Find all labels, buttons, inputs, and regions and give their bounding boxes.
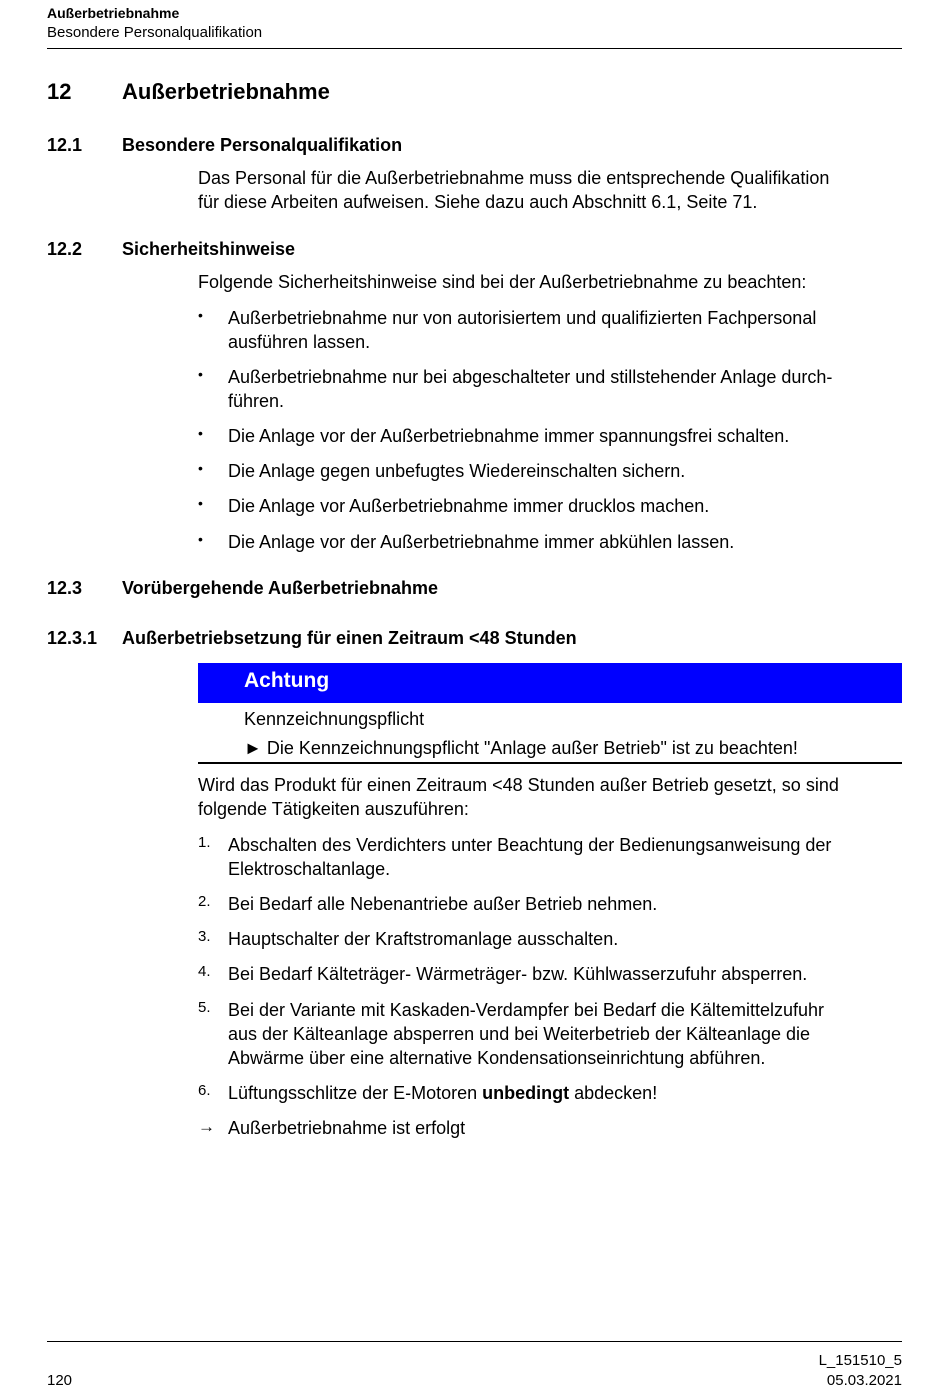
bullet-line: Außerbetriebnahme nur von autorisiertem und qualifizierten Fachpersonal xyxy=(228,308,817,328)
document-date: 05.03.2021 xyxy=(826,1372,902,1389)
notice-bottom-rule xyxy=(198,762,902,764)
section-12-1-paragraph xyxy=(198,166,902,214)
bullet-item xyxy=(198,459,902,483)
result-text: Außerbetriebnahme ist erfolgt xyxy=(228,1118,466,1138)
running-header-subtitle: Besondere Personalqualifikation xyxy=(47,24,263,41)
section-12-3-title: Vorübergehende Außerbetriebnahme xyxy=(122,578,439,598)
step-text: abdecken! xyxy=(569,1083,658,1103)
bullet-item xyxy=(198,424,902,448)
step-item xyxy=(198,1081,902,1105)
bullet-marker: • xyxy=(198,425,203,441)
running-header-title: Außerbetriebnahme xyxy=(47,5,180,21)
step-line: aus der Kälteanlage absperren und bei Weiterbetrieb der Kälteanlage die xyxy=(228,1024,811,1044)
section-12-3-1-title: Außerbetriebsetzung für einen Zeitraum <48 Stunden xyxy=(122,628,577,648)
bullet-marker: • xyxy=(198,307,203,323)
bullet-marker: • xyxy=(198,366,203,382)
bullet-item xyxy=(198,494,902,518)
step-line: Bei Bedarf Kälteträger- Wärmeträger- bzw. Kühlwasserzufuhr absperren. xyxy=(228,964,808,984)
page-number: 120 xyxy=(47,1372,73,1389)
bullet-item xyxy=(198,306,902,354)
step-emphasis: unbedingt xyxy=(482,1083,570,1103)
step-number: 2. xyxy=(198,893,211,910)
step-item xyxy=(198,927,902,951)
bullet-line: Die Anlage gegen unbefugtes Wiedereinschalten sichern. xyxy=(228,461,686,481)
paragraph-line: für diese Arbeiten aufweisen. Siehe dazu auch Abschnitt 6.1, Seite 71. xyxy=(198,192,758,212)
step-line: Elektroschaltanlage. xyxy=(228,859,391,879)
step-number: 1. xyxy=(198,834,211,851)
step-line: Abwärme über eine alternative Kondensationseinrichtung abführen. xyxy=(228,1048,766,1068)
paragraph-line: folgende Tätigkeiten auszuführen: xyxy=(198,799,469,819)
bullet-marker: • xyxy=(198,495,203,511)
bullet-line: ausführen lassen. xyxy=(228,332,371,352)
step-item xyxy=(198,962,902,986)
notice-banner xyxy=(198,663,902,703)
paragraph-line: Das Personal für die Außerbetriebnahme muss die entsprechende Qualifikation xyxy=(198,168,830,188)
section-12-3-1-number: 12.3.1 xyxy=(47,628,98,648)
step-number: 3. xyxy=(198,928,211,945)
bullet-marker: • xyxy=(198,460,203,476)
notice-instruction: ► Die Kennzeichnungspflicht "Anlage außer Betrieb" ist zu beachten! xyxy=(244,738,798,758)
document-id: L_151510_5 xyxy=(818,1352,902,1369)
chapter-number: 12 xyxy=(47,79,72,104)
step-item xyxy=(198,998,902,1070)
section-12-1-number: 12.1 xyxy=(47,135,83,155)
bullet-line: Die Anlage vor Außerbetriebnahme immer drucklos machen. xyxy=(228,496,710,516)
notice-subject: Kennzeichnungspflicht xyxy=(244,709,425,729)
step-number: 4. xyxy=(198,963,211,980)
header-rule xyxy=(47,48,902,49)
section-12-2-intro: Folgende Sicherheitshinweise sind bei der Außerbetriebnahme zu beachten: xyxy=(198,272,807,292)
section-12-2-number: 12.2 xyxy=(47,239,83,259)
notice-heading: Achtung xyxy=(244,669,330,692)
chapter-title: Außerbetriebnahme xyxy=(122,79,330,104)
footer-rule xyxy=(47,1341,902,1342)
bullet-marker: • xyxy=(198,531,203,547)
bullet-line: Außerbetriebnahme nur bei abgeschalteter und stillstehender Anlage durch- xyxy=(228,367,833,387)
section-12-1-title: Besondere Personalqualifikation xyxy=(122,135,403,155)
section-12-2-title: Sicherheitshinweise xyxy=(122,239,296,259)
step-line: Abschalten des Verdichters unter Beachtung der Bedienungsanweisung der xyxy=(228,835,832,855)
step-number: 6. xyxy=(198,1082,211,1099)
section-12-3-1-intro xyxy=(198,773,902,821)
step-text: Lüftungsschlitze der E-Motoren xyxy=(228,1083,483,1103)
step-line: Bei der Variante mit Kaskaden-Verdampfer bei Bedarf die Kältemittelzufuhr xyxy=(228,1000,824,1020)
bullet-line: führen. xyxy=(228,391,285,411)
bullet-line: Die Anlage vor der Außerbetriebnahme immer abkühlen lassen. xyxy=(228,532,735,552)
section-12-3-number: 12.3 xyxy=(47,578,83,598)
result-item xyxy=(198,1116,902,1140)
step-item xyxy=(198,833,902,881)
step-number: 5. xyxy=(198,999,211,1016)
step-line: Bei Bedarf alle Nebenantriebe außer Betrieb nehmen. xyxy=(228,894,658,914)
step-item xyxy=(198,892,902,916)
bullet-item xyxy=(198,530,902,554)
paragraph-line: Wird das Produkt für einen Zeitraum <48 Stunden außer Betrieb gesetzt, so sind xyxy=(198,775,839,795)
arrow-right-icon: → xyxy=(198,1117,215,1136)
step-line xyxy=(228,1081,902,1105)
bullet-item xyxy=(198,365,902,413)
step-line: Hauptschalter der Kraftstromanlage ausschalten. xyxy=(228,929,619,949)
bullet-line: Die Anlage vor der Außerbetriebnahme immer spannungsfrei schalten. xyxy=(228,426,790,446)
